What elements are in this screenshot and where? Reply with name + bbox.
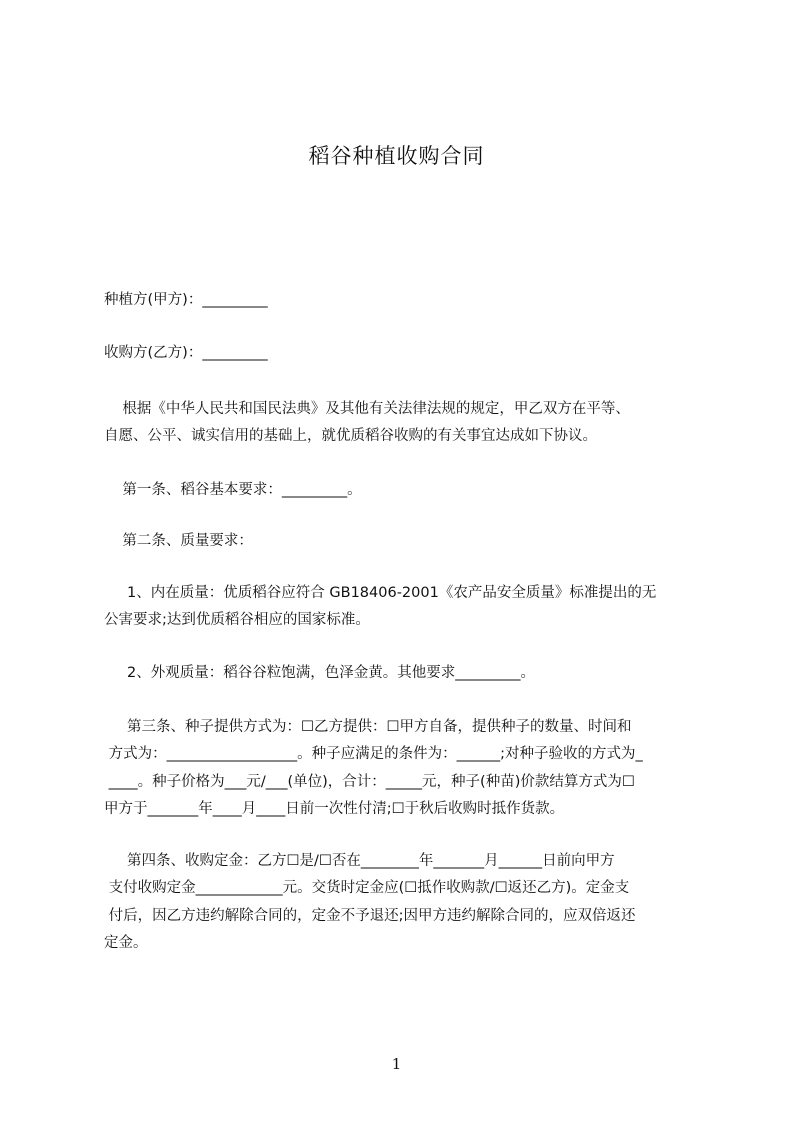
article-2-heading: 第二条、质量要求： (104, 533, 253, 549)
article-3-line-1: 第三条、种子提供方式为：☐乙方提供：☐甲方自备，提供种子的数量、时间和 (104, 719, 632, 735)
page-number: 1 (391, 1055, 402, 1073)
article-3-line-3: ____。种子价格为___元/___(单位)，合计：_____元，种子(种苗)价款结算方式为☐ (104, 774, 635, 790)
article-1: 第一条、稻谷基本要求：_________。 (104, 482, 362, 498)
planter-party-line: 种植方(甲方)：_________ (104, 292, 268, 308)
document-title: 稻谷种植收购合同 (308, 144, 485, 168)
preamble-line-1: 根据《中华人民共和国民法典》及其他有关法律法规的规定，甲乙双方在平等、 (104, 401, 630, 417)
article-2-item-2: 2、外观质量：稻谷谷粒饱满，色泽金黄。其他要求_________。 (104, 665, 536, 681)
preamble-line-2: 自愿、公平、诚实信用的基础上，就优质稻谷收购的有关事宜达成如下协议。 (104, 428, 597, 444)
article-4-line-1: 第四条、收购定金：乙方☐是/☐否在________年_______月______日前向甲方 (104, 853, 615, 869)
article-4-line-4: 定金。 (104, 935, 148, 951)
purchaser-party-line: 收购方(乙方)：_________ (104, 345, 268, 361)
article-3-line-4: 甲方于_______年____月____日前一次性付清;☐于秋后收购时抵作货款。 (104, 801, 565, 817)
article-4-line-3: 付后，因乙方违约解除合同的，定金不予退还;因甲方违约解除合同的，应双倍返还 (104, 908, 636, 924)
article-3-line-2: 方式为：__________________。种子应满足的条件为：______;对种子验收的方式为_ (104, 746, 643, 762)
article-2-item-1-line-2: 公害要求;达到优质稻谷相应的国家标准。 (104, 612, 370, 628)
article-4-line-2: 支付收购定金____________元。交货时定金应(☐抵作收购款/☐返还乙方)。定金支 (104, 880, 630, 896)
article-2-item-1-line-1: 1、内在质量：优质稻谷应符合 GB18406-2001《农产品安全质量》标准提出的无 (104, 585, 657, 601)
